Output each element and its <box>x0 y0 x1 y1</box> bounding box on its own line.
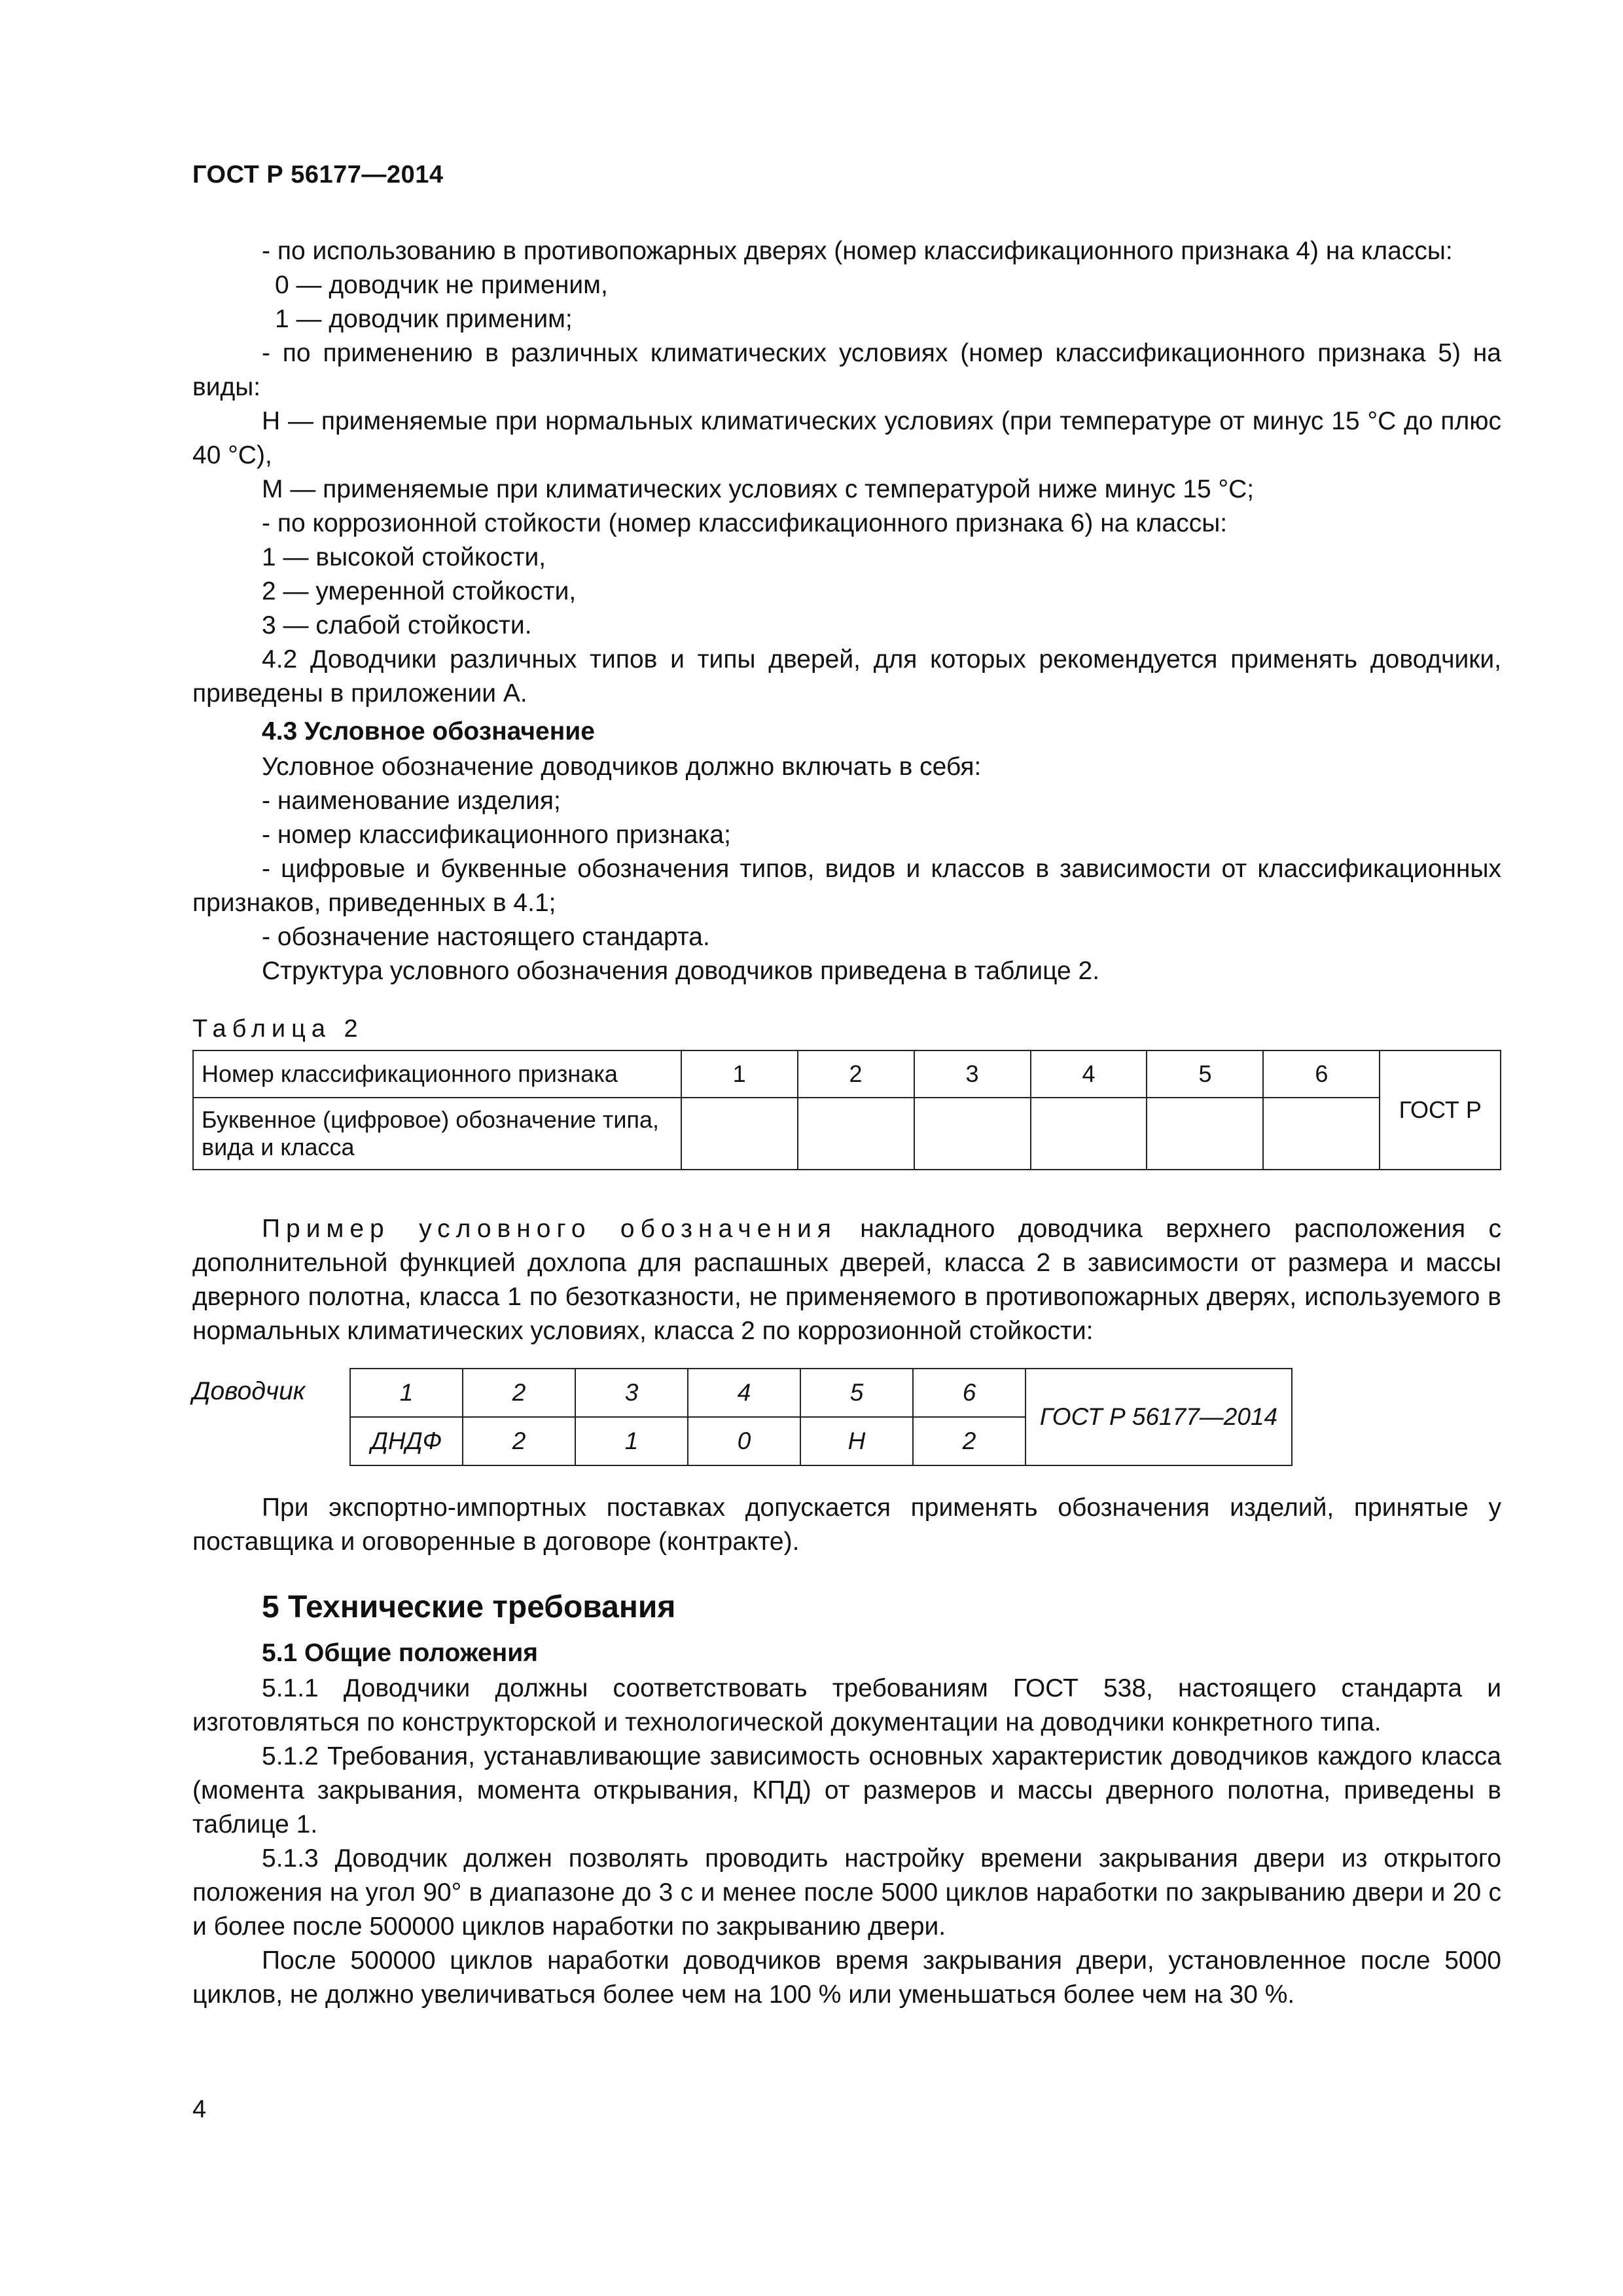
example-cell-num-3: 3 <box>575 1369 688 1417</box>
table-cell-empty <box>1147 1098 1263 1170</box>
list-item-designation-2: - номер классификационного признака; <box>262 821 731 849</box>
example-cell-gost: ГОСТ Р 56177—2014 <box>1026 1369 1292 1465</box>
example-cell-num-6: 6 <box>913 1369 1026 1417</box>
paragraph-5-1-1: 5.1.1 Доводчики должны соответствовать требованиям ГОСТ 538, настоящего стандарта и изготовляться по конструкторской и технологической документации на доводчики конкретного типа. <box>192 1674 1501 1736</box>
list-item-corr-3: 3 — слабой стойкости. <box>262 611 532 639</box>
table-cell-num-6: 6 <box>1263 1050 1380 1098</box>
table-cell-empty <box>1263 1098 1380 1170</box>
table-cell-empty <box>681 1098 798 1170</box>
list-item-fire-0: 0 — доводчик не применим, <box>275 271 608 299</box>
example-table <box>349 1368 1293 1466</box>
example-label: Доводчик <box>192 1377 306 1405</box>
section-heading-5: 5 Технические требования <box>262 1590 676 1624</box>
table-row <box>193 1050 1501 1098</box>
table-cell-empty <box>914 1098 1031 1170</box>
table-cell-num-2: 2 <box>798 1050 914 1098</box>
paragraph-example <box>192 1212 1501 1348</box>
list-item-climate-m: М — применяемые при климатических условиях с температурой ниже минус 15 °С; <box>262 475 1255 503</box>
example-cell-val-2: 2 <box>463 1417 575 1465</box>
example-cell-val-1: ДНДФ <box>350 1417 463 1465</box>
example-cell-val-3: 1 <box>575 1417 688 1465</box>
list-item-corr-2: 2 — умеренной стойкости, <box>262 577 577 605</box>
paragraph-export: При экспортно-импортных поставках допускается применять обозначения изделий, принятые у поставщика и оговоренные в договоре (контракте). <box>192 1494 1501 1556</box>
list-item-fire-1: 1 — доводчик применим; <box>275 305 573 333</box>
paragraph-structure: Структура условного обозначения доводчиков приведена в таблице 2. <box>262 957 1100 985</box>
paragraph-5-1-2: 5.1.2 Требования, устанавливающие зависимость основных характеристик доводчиков каждого класса (момента закрывания, момента открывания, КПД) от размеров и массы дверного полотна, приведены в таблице 1. <box>192 1742 1501 1839</box>
table-cell-num-4: 4 <box>1031 1050 1147 1098</box>
paragraph-fire-doors: - по использованию в противопожарных дверях (номер классификационного признака 4) на классы: <box>262 237 1453 265</box>
example-cell-val-6: 2 <box>913 1417 1026 1465</box>
paragraph-designation-intro: Условное обозначение доводчиков должно включать в себя: <box>262 753 982 781</box>
list-item-climate-n: Н — применяемые при нормальных климатических условиях (при температуре от минус 15 °С до плюс 40 °С), <box>192 407 1501 469</box>
paragraph-4-2: 4.2 Доводчики различных типов и типы дверей, для которых рекомендуется применять доводчики, приведены в приложении А. <box>192 645 1501 708</box>
example-cell-num-2: 2 <box>463 1369 575 1417</box>
table-2 <box>192 1050 1501 1170</box>
example-designation <box>192 1368 1501 1478</box>
table-cell-num-1: 1 <box>681 1050 798 1098</box>
paragraph-after-cycles: После 500000 циклов наработки доводчиков время закрывания двери, установленное после 5000 циклов, не должно увеличиваться более чем на 100 % или уменьшаться более чем на 30 %. <box>192 1946 1501 2009</box>
paragraph-5-1-3: 5.1.3 Доводчик должен позволять проводить настройку времени закрывания двери из открытого положения на угол 90° в диапазоне до 3 с и менее после 5000 циклов наработки по закрыванию двери и 20 с и более после 500000 циклов наработки по закрыванию двери. <box>192 1844 1501 1941</box>
example-cell-num-5: 5 <box>800 1369 913 1417</box>
section-heading-4-3: 4.3 Условное обозначение <box>262 717 595 745</box>
page-header: ГОСТ Р 56177—2014 <box>192 161 444 188</box>
table-cell-gost: ГОСТ Р <box>1380 1050 1501 1170</box>
paragraph-corrosion: - по коррозионной стойкости (номер классификационного признака 6) на классы: <box>262 509 1228 537</box>
table-row <box>193 1098 1501 1170</box>
list-item-designation-4: - обозначение настоящего стандарта. <box>262 923 710 951</box>
example-lead: Пример условного обозначения <box>262 1215 837 1243</box>
table-2-caption: Таблица 2 <box>192 1015 364 1043</box>
list-item-designation-1: - наименование изделия; <box>262 787 561 815</box>
example-cell-val-5: Н <box>800 1417 913 1465</box>
table-cell-num-5: 5 <box>1147 1050 1263 1098</box>
table-cell-row1-label: Номер классификационного признака <box>193 1050 681 1098</box>
table-cell-empty <box>798 1098 914 1170</box>
page-content <box>192 234 1501 2012</box>
paragraph-climate: - по применению в различных климатических условиях (номер классификационного признака 5) на виды: <box>192 339 1501 401</box>
example-cell-val-4: 0 <box>688 1417 800 1465</box>
example-cell-num-1: 1 <box>350 1369 463 1417</box>
list-item-designation-3: - цифровые и буквенные обозначения типов, видов и классов в зависимости от классификационных признаков, приведенных в 4.1; <box>192 855 1501 917</box>
table-cell-num-3: 3 <box>914 1050 1031 1098</box>
table-cell-empty <box>1031 1098 1147 1170</box>
table-cell-row2-label: Буквенное (цифровое) обозначение типа, вида и класса <box>193 1098 681 1170</box>
example-cell-num-4: 4 <box>688 1369 800 1417</box>
example-text: накладного доводчика верхнего расположения с дополнительной функцией дохлопа для распашных дверей, класса 2 в зависимости от размера и массы дверного полотна, класса 1 по безотказности, не применяемого в противопожарных дверях, используемого в нормальных климатических условиях, класса 2 по коррозионной стойкости: <box>192 1215 1501 1345</box>
list-item-corr-1: 1 — высокой стойкости, <box>262 543 546 571</box>
page-number: 4 <box>192 2096 207 2123</box>
section-heading-5-1: 5.1 Общие положения <box>262 1639 538 1667</box>
table-row <box>350 1369 1292 1417</box>
